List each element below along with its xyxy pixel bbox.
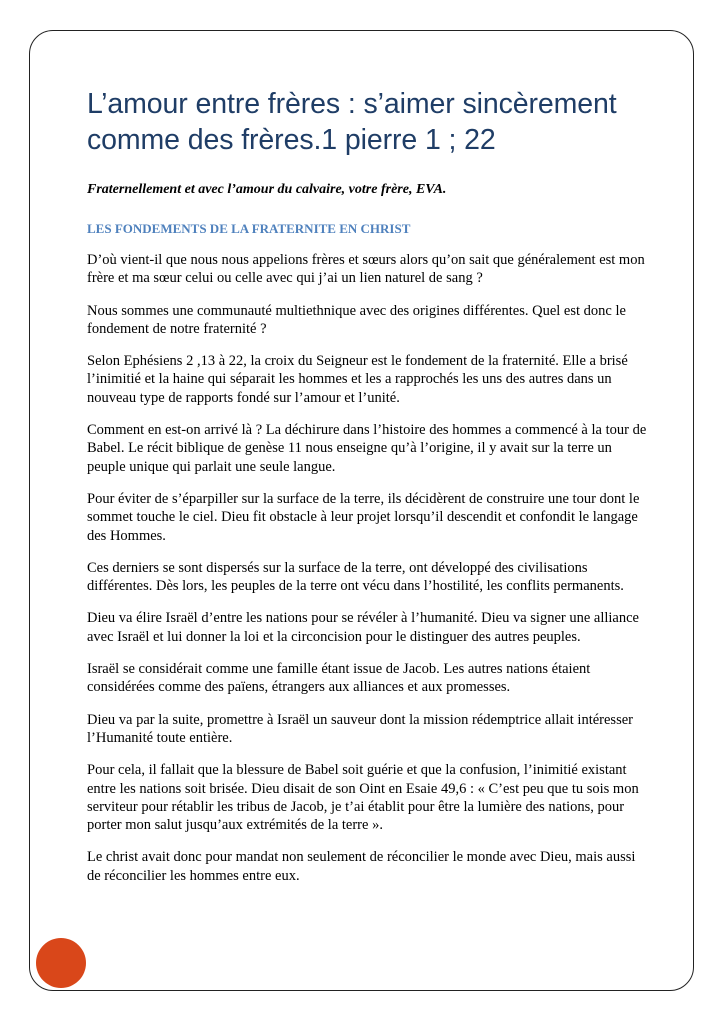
- title-line-1: L’amour entre frères : s’aimer sincèrement: [87, 88, 617, 120]
- document-subtitle: Fraternellement et avec l’amour du calvaire, votre frère, EVA.: [87, 182, 447, 197]
- section-heading: LES FONDEMENTS DE LA FRATERNITE EN CHRIST: [87, 221, 411, 236]
- paragraph: Pour éviter de s’éparpiller sur la surface de la terre, ils décidèrent de construire une tour dont le sommet touche le ciel. Dieu fit obstacle à leur projet lorsqu’il descendit et confondit le langage des Hommes.: [87, 490, 640, 544]
- paragraph: Pour cela, il fallait que la blessure de Babel soit guérie et que la confusion, l’inimitié existant entre les nations soit brisée. Dieu disait de son Oint en Esaie 49,6 : « C’est peu que tu sois mon serviteur pour rétablir les tribus de Jacob, je t’ai établit pour être la lumière des nations, pour porter mon salut jusqu’aux extrémités de la terre ».: [87, 762, 639, 834]
- paragraph: Nous sommes une communauté multiethnique avec des origines différentes. Quel est donc le fondement de notre fraternité ?: [87, 302, 626, 337]
- paragraph: Ces derniers se sont dispersés sur la surface de la terre, ont développé des civilisations différentes. Dès lors, les peuples de la terre ont vécu dans l’hostilité, les conflits permanents.: [87, 559, 624, 595]
- paragraph: D’où vient-il que nous nous appelions frères et sœurs alors qu’on sait que généralement est mon frère et ma sœur celui ou celle avec qui j’ai un lien naturel de sang ?: [87, 252, 645, 287]
- decorative-circle: [36, 938, 86, 988]
- paragraph: Dieu va élire Israël d’entre les nations pour se révéler à l’humanité. Dieu va signer une alliance avec Israël et lui donner la loi et la circoncision pour le distinguer des autres peuples.: [87, 610, 639, 645]
- paragraph: Israël se considérait comme une famille étant issue de Jacob. Les autres nations étaient considérées comme des païens, étrangers aux alliances et aux promesses.: [87, 661, 591, 696]
- paragraph: Comment en est-on arrivé là ? La déchirure dans l’histoire des hommes a commencé à la tour de Babel. Le récit biblique de genèse 11 nous enseigne qu’à l’origine, il y avait sur la terre un peuple unique qui parlait une seule langue.: [87, 422, 647, 475]
- document-title: [87, 86, 647, 158]
- title-line-2: comme des frères.1 pierre 1 ; 22: [87, 124, 496, 156]
- paragraph: Selon Ephésiens 2 ,13 à 22, la croix du Seigneur est le fondement de la fraternité. Elle a brisé l’inimitié et la haine qui séparait les hommes et les a rapprochés les uns des autres dans un nouveau type de rapports fondé sur l’amour et l’unité.: [87, 353, 628, 406]
- document-body: [87, 86, 647, 899]
- paragraph: Dieu va par la suite, promettre à Israël un sauveur dont la mission rédemptrice allait intéresser l’Humanité toute entière.: [87, 711, 633, 746]
- paragraph: Le christ avait donc pour mandat non seulement de réconcilier le monde avec Dieu, mais aussi de réconcilier les hommes entre eux.: [87, 849, 636, 884]
